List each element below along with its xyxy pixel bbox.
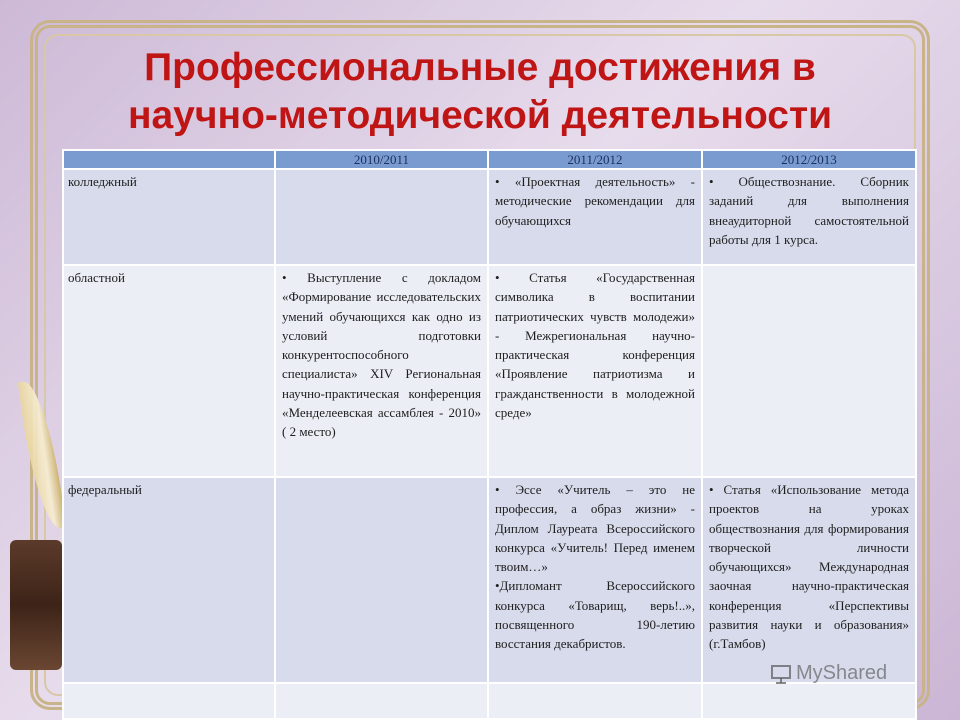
cell-paragraph: •Дипломант Всероссийского конкурса «Товарищ, верь!..», посвященного 190-летию восстания декабристов.	[495, 578, 695, 652]
table-cell	[702, 265, 916, 477]
books-decoration	[10, 540, 62, 670]
table-cell: • Выступление с докладом «Формирование исследовательских умений обучающихся как одно из условий подготовки конкурентоспособного специалиста» XIV Региональная научно-практическая конференция «Менделеевская ассамблея - 2010» ( 2 место)	[275, 265, 488, 477]
slide-title-line-2: научно-методической деятельности	[127, 94, 833, 137]
table-row	[63, 169, 916, 265]
table-cell	[275, 683, 488, 719]
table-cell: • «Проектная деятельность» - методические рекомендации для обучающихся	[488, 169, 702, 265]
table-cell: • Статья «Использование метода проектов на уроках обществознания для формирования творческой личности обучающихся» Международная заочная научно-практическая конференция «Перспективы развития науки и образования» (г.Тамбов)	[702, 477, 916, 683]
table-header-row	[63, 150, 916, 169]
achievements-table	[62, 149, 917, 720]
row-level-label	[63, 683, 275, 719]
table-cell: • Обществознание. Сборник заданий для выполнения внеаудиторной самостоятельной работы для 1 курса.	[702, 169, 916, 265]
cell-paragraph: • Эссе «Учитель – это не профессия, а образ жизни» - Диплом Лауреата Всероссийского конкурса «Учитель! Перед именем твоим…»	[495, 482, 695, 575]
table-row	[63, 683, 916, 719]
table-cell	[275, 169, 488, 265]
column-header: 2011/2012	[488, 150, 702, 169]
watermark-text: MyShared	[796, 662, 888, 684]
table-row	[63, 265, 916, 477]
table-cell	[488, 477, 702, 683]
presentation-icon	[770, 663, 792, 685]
watermark	[770, 662, 887, 685]
row-level-label: колледжный	[63, 169, 275, 265]
slide-title-line-1: Профессиональные достижения в	[144, 46, 816, 89]
table-cell	[488, 683, 702, 719]
column-header	[63, 150, 275, 169]
row-level-label: федеральный	[63, 477, 275, 683]
slide-title	[60, 44, 900, 140]
row-level-label: областной	[63, 265, 275, 477]
table-cell	[275, 477, 488, 683]
table-cell	[702, 683, 916, 719]
table-row	[63, 477, 916, 683]
column-header: 2010/2011	[275, 150, 488, 169]
column-header: 2012/2013	[702, 150, 916, 169]
table-cell: • Статья «Государственная символика в воспитании патриотических чувств молодежи» - Межрегиональная научно-практическая конференция «Проявление патриотизма и гражданственности в молодежной среде»	[488, 265, 702, 477]
